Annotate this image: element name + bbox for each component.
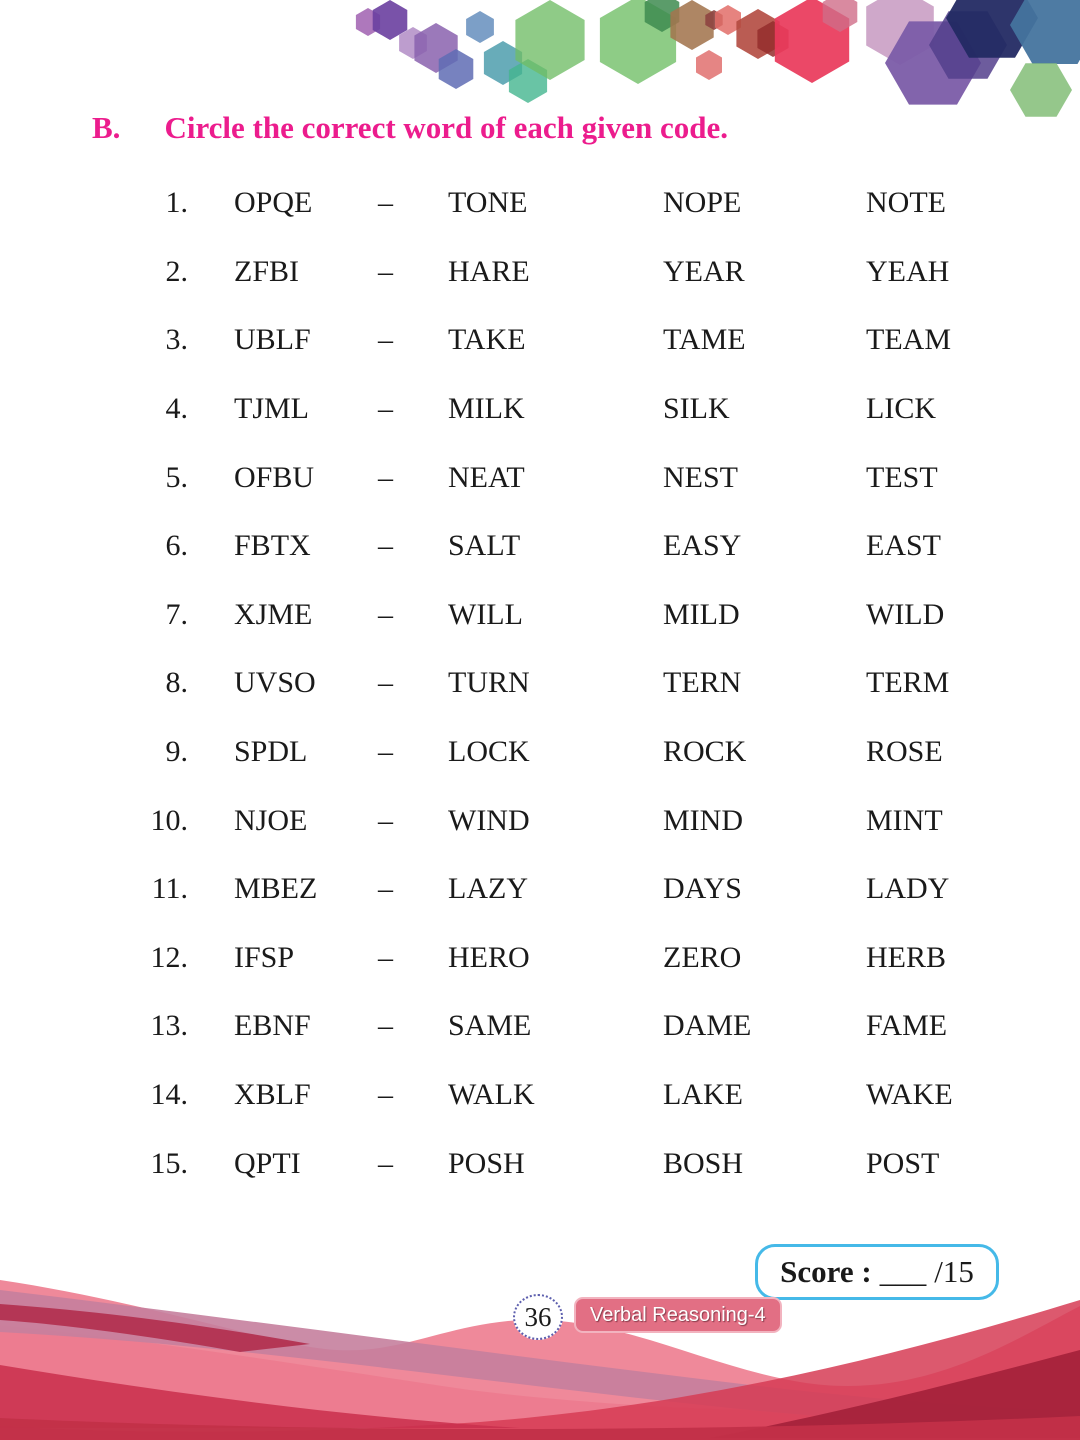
section-heading [92,110,728,146]
option-word-2[interactable]: BOSH [663,1146,744,1180]
option-word-2[interactable]: ZERO [663,940,742,974]
code-word: MBEZ [234,872,318,906]
dash-separator: – [378,186,393,220]
option-word-3[interactable]: WILD [866,597,945,631]
option-word-1[interactable]: LAZY [448,872,528,906]
question-row [120,718,1020,787]
question-number: 14. [150,1078,188,1112]
dash-separator: – [378,940,393,974]
option-word-2[interactable]: DAYS [663,872,742,906]
option-word-2[interactable]: LAKE [663,1078,743,1112]
dash-separator: – [378,666,393,700]
question-row [120,1061,1020,1130]
option-word-3[interactable]: TERM [866,666,950,700]
option-word-3[interactable]: LICK [866,392,936,426]
question-row [120,581,1020,650]
option-word-3[interactable]: WAKE [866,1078,953,1112]
question-number: 2. [165,254,188,288]
question-list [120,169,1020,1198]
option-word-1[interactable]: LOCK [448,735,530,769]
dash-separator: – [378,1009,393,1043]
question-row [120,855,1020,924]
option-word-3[interactable]: EAST [866,529,941,563]
question-number: 10. [150,803,188,837]
question-number: 8. [165,666,188,700]
question-number: 9. [165,735,188,769]
dash-separator: – [378,529,393,563]
option-word-3[interactable]: YEAH [866,254,950,288]
score-total: /15 [934,1254,974,1289]
code-word: UBLF [234,323,311,357]
option-word-1[interactable]: NEAT [448,460,525,494]
section-title: Circle the correct word of each given code. [164,110,728,145]
question-row [120,238,1020,307]
code-word: XJME [234,597,313,631]
option-word-1[interactable]: HARE [448,254,530,288]
page-number-oval [513,1294,563,1340]
section-label: B. [92,110,121,145]
score-blank[interactable]: ___ [879,1254,927,1289]
code-word: UVSO [234,666,316,700]
dash-separator: – [378,1146,393,1180]
option-word-2[interactable]: ROCK [663,735,747,769]
dash-separator: – [378,1078,393,1112]
option-word-3[interactable]: LADY [866,872,950,906]
dash-separator: – [378,803,393,837]
option-word-1[interactable]: MILK [448,392,525,426]
option-word-3[interactable]: HERB [866,940,947,974]
question-number: 4. [165,392,188,426]
question-row [120,443,1020,512]
option-word-1[interactable]: TAKE [448,323,526,357]
hexagon-shape [1010,0,1080,64]
option-word-1[interactable]: WILL [448,597,523,631]
question-row [120,924,1020,993]
question-number: 7. [165,597,188,631]
option-word-3[interactable]: POST [866,1146,940,1180]
option-word-2[interactable]: SILK [663,392,730,426]
code-word: XBLF [234,1078,311,1112]
hexagon-shape [696,50,722,80]
dash-separator: – [378,735,393,769]
option-word-2[interactable]: TAME [663,323,746,357]
question-number: 3. [165,323,188,357]
book-title-badge: Verbal Reasoning-4 [574,1297,782,1333]
question-row [120,992,1020,1061]
option-word-1[interactable]: POSH [448,1146,525,1180]
code-word: TJML [234,392,309,426]
dash-separator: – [378,597,393,631]
question-row [120,306,1020,375]
dash-separator: – [378,872,393,906]
code-word: IFSP [234,940,295,974]
option-word-1[interactable]: SALT [448,529,521,563]
question-row [120,169,1020,238]
code-word: ZFBI [234,254,300,288]
code-word: NJOE [234,803,308,837]
dash-separator: – [378,392,393,426]
question-number: 5. [165,460,188,494]
option-word-1[interactable]: WIND [448,803,530,837]
option-word-1[interactable]: TURN [448,666,530,700]
option-word-2[interactable]: NEST [663,460,738,494]
question-number: 6. [165,529,188,563]
code-word: QPTI [234,1146,301,1180]
option-word-2[interactable]: MILD [663,597,740,631]
option-word-1[interactable]: TONE [448,186,528,220]
option-word-2[interactable]: MIND [663,803,743,837]
hexagon-shape [1010,63,1072,117]
option-word-2[interactable]: YEAR [663,254,745,288]
code-word: FBTX [234,529,311,563]
option-word-2[interactable]: EASY [663,529,742,563]
question-row [120,649,1020,718]
page-number: 36 [524,1301,552,1332]
score-box [755,1244,999,1300]
dash-separator: – [378,460,393,494]
question-row [120,512,1020,581]
option-word-3[interactable]: TEAM [866,323,951,357]
option-word-3[interactable]: ROSE [866,735,943,769]
option-word-3[interactable]: NOTE [866,186,946,220]
question-row [120,1129,1020,1198]
question-number: 12. [150,940,188,974]
dash-separator: – [378,323,393,357]
option-word-2[interactable]: TERN [663,666,742,700]
question-number: 13. [150,1009,188,1043]
code-word: OPQE [234,186,313,220]
question-row [120,375,1020,444]
question-row [120,786,1020,855]
question-number: 1. [165,186,188,220]
question-number: 15. [150,1146,188,1180]
question-number: 11. [151,872,188,906]
option-word-2[interactable]: NOPE [663,186,742,220]
option-word-1[interactable]: WALK [448,1078,535,1112]
hexagon-shape [466,11,494,43]
code-word: EBNF [234,1009,311,1043]
code-word: SPDL [234,735,308,769]
option-word-1[interactable]: SAME [448,1009,532,1043]
option-word-3[interactable]: FAME [866,1009,948,1043]
option-word-2[interactable]: DAME [663,1009,752,1043]
score-label: Score : [780,1254,872,1289]
option-word-1[interactable]: HERO [448,940,530,974]
dash-separator: – [378,254,393,288]
option-word-3[interactable]: MINT [866,803,943,837]
code-word: OFBU [234,460,315,494]
option-word-3[interactable]: TEST [866,460,938,494]
